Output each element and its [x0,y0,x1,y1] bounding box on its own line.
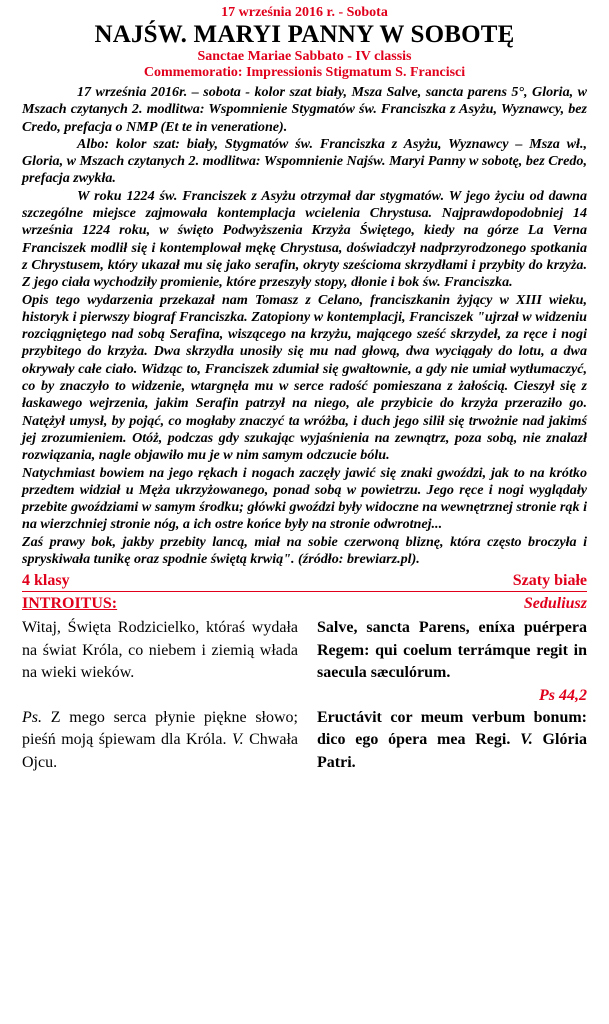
latin-psalm [317,707,587,775]
intro-paragraph-alternative: Albo: kolor szat: biały, Stygmatów św. Franciszka z Asyżu, Wyznawcy – Msza wł., Gloria, w Mszach czytanych 2. modlitwa: Wspomnienie Najśw. Maryi Panny w sobotę, bez Credo, prefacja zwykła. [22,135,587,187]
commemoratio: Commemoratio: Impressionis Stigmatum S. Francisci [143,65,466,80]
polish-ps-prefix: Ps. [22,708,42,726]
latin-v-prefix: V. [520,731,533,749]
rank-row [22,572,587,592]
polish-antiphon: Witaj, Święta Rodzicielko, któraś wydała na świat Króla, co niebem i ziemią włada na wieki wieków. [22,619,298,682]
rank-class: 4 klasy [22,572,70,590]
intro-paragraph-side: Zaś prawy bok, jakby przebity lancą, miał na sobie czerwoną bliznę, która często broczyła i spryskiwała tunikę oraz spodnie świętą krwią". (źródło: brewiarz.pl). [22,533,587,568]
intro-paragraph-history: W roku 1224 św. Franciszek z Asyżu otrzymał dar stygmatów. W jego życiu od dawna szczególne miejsce zajmowała kontemplacja wcielenia Chrystusa. Najprawdopodobniej 14 września 1224 roku, w święto Podwyższenia Krzyża Świętego, kiedy na górze La Verna Franciszek modlił się i kontemplował mękę Chrystusa, doświadczył nadprzyrodzonego spotkania z Chrystusem, który ukazał mu się jako serafin, okryty sześcioma skrzydłami i przybity do krzyża. Z jego ciała wychodziły promienie, które przeszyły stopy, dłonie i bok św. Franciszka. [22,187,587,291]
introit-label: INTROITUS: [22,595,118,613]
intro-paragraph-date: 17 września 2016r. – sobota - kolor szat biały, Msza Salve, sancta parens 5°, Gloria, w Mszach czytanych 2. modlitwa: Wspomnienie Stygmatów św. Franciszka z Asyżu, Wyznawcy, bez Credo, prefacja o NMP (Et te in veneratione). [22,84,587,135]
date-line: 17 września 2016 r. - Sobota [221,5,388,20]
intro-text [22,84,587,568]
introit-author: Seduliusz [523,595,587,613]
polish-psalm-text: Z mego serca płynie piękne słowo; pieśń moją śpiewam dla Króla. [22,708,298,749]
polish-gloria: Chwała Ojcu. [22,731,298,771]
polish-column [22,617,298,774]
polish-gap [22,685,298,707]
introit-header [22,594,587,613]
psalm-reference: Ps 44,2 [539,686,587,704]
latin-rank: Sanctae Mariae Sabbato - IV classis [197,49,412,64]
latin-psalm-text: Eructávit cor meum verbum bonum: dico ego ópera mea Regi. [317,708,587,749]
latin-gloria: Glória Patri. [317,731,587,771]
page-title: NAJŚW. MARYI PANNY W SOBOTĘ [94,21,515,48]
vestments-color: Szaty białe [512,572,587,590]
introit-columns [22,617,587,774]
intro-paragraph-celano: Opis tego wydarzenia przekazał nam Tomasz z Celano, franciszkanin żyjący w XIII wieku, historyk i pierwszy biograf Franciszka. Zatopiony w kontemplacji, Franciszek "ujrzał w widzeniu rozciągniętego nad sobą Serafina, wiszącego na krzyżu, mającego sześć skrzydeł, za ręce i nogi przybitego do krzyża. Dwa skrzydła unosiły się mu nad głową, dwa wyciągały do lotu, a dwa okrywały całe ciało. Widząc to, Franciszek zdumiał się gwałtownie, a gdy nie umiał wytłumaczyć, co by znaczyło to widzenie, wtargnęła mu w serce radość pomieszana z żałością. Cieszył się z łaskawego wejrzenia, jakim Serafin patrzył na niego, ale przybicie do krzyża przeraziło go. Natężył umysł, by pojąć, co mogłaby znaczyć ta wróżba, i duch jego silił się trwożnie nad jakimś jej zrozumieniem. Otóż, podczas gdy szukając wyjaśnienia na zewnątrz, poza sobą, nie znalazł rozwiązania, nagle objawiło mu je w nim samym odczucie bólu. [22,291,587,464]
latin-antiphon: Salve, sancta Parens, eníxa puérpera Regem: qui coelum terrámque regit in saecula sæculórum. [317,619,587,682]
latin-column [317,617,587,774]
polish-psalm [22,707,298,775]
polish-v-prefix: V. [231,731,244,749]
intro-paragraph-stigmata: Natychmiast bowiem na jego rękach i nogach zaczęły jawić się znaki gwoździ, jak to na krótko przedtem widział u Męża ukrzyżowanego, ponad sobą w powietrzu. Jego ręce i nogi wyglądały przebite gwoździami w samym środku; główki gwoździ były widoczne na wewnętrznej stronie rąk i na wierzchniej stronie nóg, a ich ostre końce były na stronie odwrotnej... [22,464,587,533]
